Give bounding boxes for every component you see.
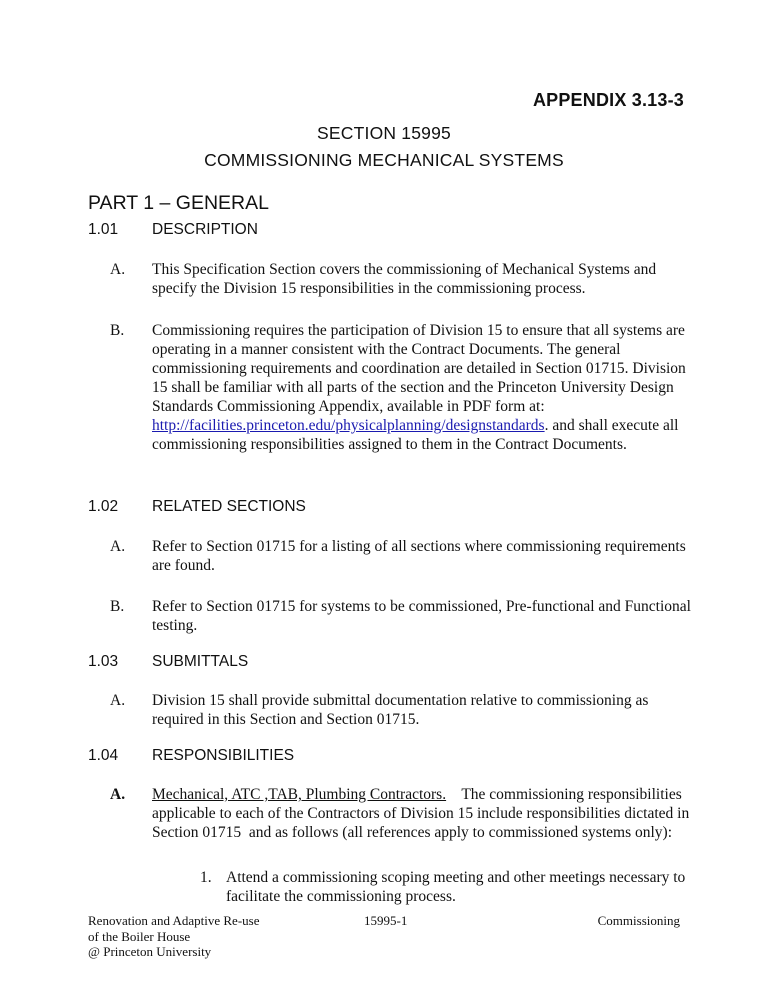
item-1-01-a-text: This Specification Section covers the commissioning of Mechanical Systems and specify the Division 15 responsibilities in the commissioning process.	[152, 261, 657, 297]
section-1-02-heading: RELATED SECTIONS	[152, 498, 306, 515]
item-1-02-a-letter: A.	[110, 538, 126, 555]
section-title: COMMISSIONING MECHANICAL SYSTEMS	[204, 150, 564, 170]
section-number: SECTION 15995	[317, 123, 451, 143]
section-1-01-number: 1.01	[88, 221, 119, 238]
item-1-01-b-paragraph	[152, 321, 697, 454]
section-1-03-number: 1.03	[88, 653, 119, 670]
section-1-04-heading: RESPONSIBILITIES	[152, 747, 295, 764]
item-1-04-a-text: The commissioning responsibilities applicable to each of the Contractors of Division 15 include responsibilities dictated in Section 01715 and as follows (all references apply to commissioned systems only):	[152, 786, 694, 841]
item-1-04-a-letter: A.	[110, 786, 126, 803]
item-1-01-b-letter: B.	[110, 322, 125, 339]
section-1-04-number: 1.04	[88, 747, 119, 764]
footer-project-line-2: of the Boiler House	[88, 928, 191, 944]
item-1-01-a-letter: A.	[110, 261, 126, 278]
contractors-heading: Mechanical, ATC ,TAB, Plumbing Contractors.	[152, 786, 447, 803]
item-1-02-b-letter: B.	[110, 598, 125, 615]
item-1-02-b-text: Refer to Section 01715 for systems to be commissioned, Pre-functional and Functional testing.	[152, 598, 691, 634]
footer-project-line-1: Renovation and Adaptive Re-use	[88, 913, 260, 928]
responsibility-1-text: Attend a commissioning scoping meeting and other meetings necessary to facilitate the commissioning process.	[226, 869, 686, 905]
item-1-03-a-text: Division 15 shall provide submittal documentation relative to commissioning as required in this Section and Section 01715.	[152, 692, 649, 728]
footer-page-number: 15995-1	[364, 913, 408, 928]
item-1-04-a-paragraph	[152, 785, 697, 842]
footer-project	[88, 913, 260, 960]
footer-project-line-3: @ Princeton University	[88, 944, 212, 959]
design-standards-link[interactable]: http://facilities.princeton.edu/physicalplanning/designstandards	[152, 417, 545, 434]
item-1-01-b-text-1: Commissioning requires the participation of Division 15 to ensure that all systems are operating in a manner consistent with the Contract Documents. The general commissioning requirements and coordination are detailed in Section 01715. Division 15 shall be familiar with all parts of the section and the Princeton University Design Standards Commissioning Appendix, available in PDF form at:	[152, 322, 686, 415]
item-1-01-b-text-2: . and shall execute all commissioning responsibilities assigned to them in the Contract Documents.	[152, 417, 679, 453]
section-1-02-number: 1.02	[88, 498, 119, 515]
item-1-02-a-text: Refer to Section 01715 for a listing of all sections where commissioning requirements are found.	[152, 538, 686, 574]
appendix-label: APPENDIX 3.13-3	[532, 90, 684, 110]
item-1-03-a-letter: A.	[110, 692, 126, 709]
part-title: PART 1 – GENERAL	[88, 192, 269, 214]
responsibility-1-number: 1.	[200, 869, 212, 886]
section-1-03-heading: SUBMITTALS	[152, 653, 249, 670]
section-1-01-heading: DESCRIPTION	[152, 221, 258, 238]
footer-section-name: Commissioning	[597, 913, 680, 928]
